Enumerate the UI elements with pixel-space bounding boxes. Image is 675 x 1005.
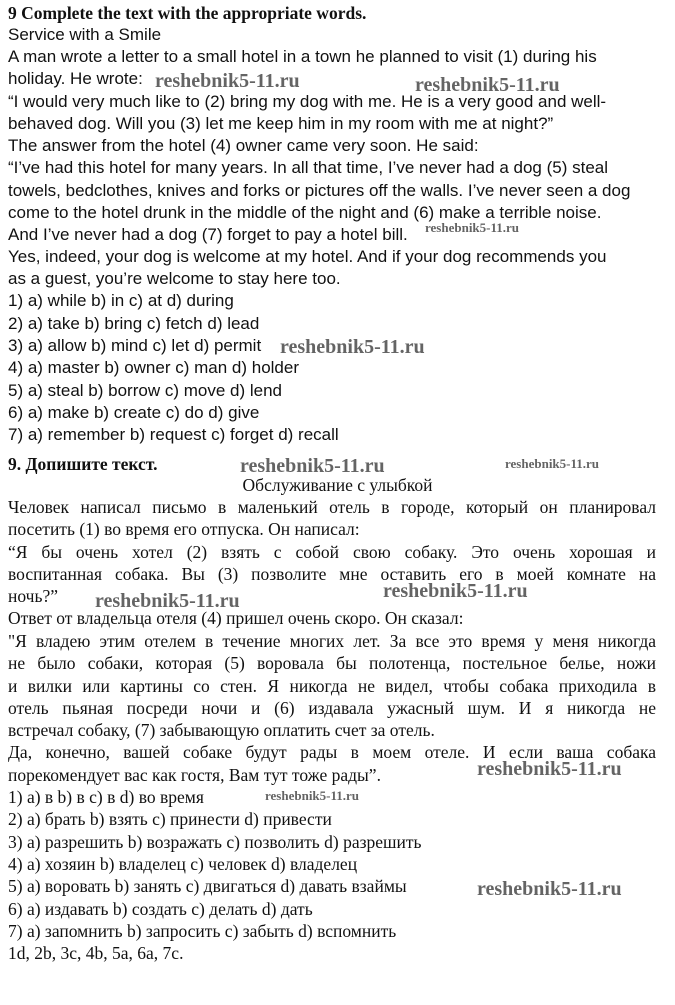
- english-line: “I’ve had this hotel for many years. In all that time, I’ve never had a dog (5) steal: [8, 158, 609, 177]
- watermark: reshebnik5-11.ru: [477, 878, 622, 900]
- english-line: towels, bedclothes, knives and forks or pictures off the walls. I’ve never seen a dog: [8, 181, 631, 200]
- english-line: Yes, indeed, your dog is welcome at my hotel. And if your dog recommends you: [8, 247, 607, 266]
- english-line: holiday. He wrote:: [8, 69, 143, 88]
- english-option: 6) a) make b) create c) do d) give: [8, 403, 260, 422]
- english-option: 3) a) allow b) mind c) let d) permit: [8, 336, 262, 355]
- russian-option: 4) a) хозяин b) владелец c) человек d) владелец: [8, 854, 358, 874]
- watermark: reshebnik5-11.ru: [95, 590, 240, 612]
- russian-option: 5) a) воровать b) занять c) двигаться d) давать взаймы: [8, 876, 407, 896]
- english-option: 5) a) steal b) borrow c) move d) lend: [8, 381, 282, 400]
- watermark: reshebnik5-11.ru: [477, 758, 622, 780]
- english-option: 1) a) while b) in c) at d) during: [8, 291, 234, 310]
- english-title: Service with a Smile: [8, 25, 162, 44]
- english-line: And I’ve never had a dog (7) forget to pay a hotel bill.: [8, 225, 408, 244]
- watermark: reshebnik5-11.ru: [415, 74, 560, 96]
- russian-option: 3) a) разрешить b) возражать c) позволить d) разрешить: [8, 832, 422, 852]
- russian-line: ночь?”: [8, 586, 58, 606]
- english-line: “I would very much like to (2) bring my dog with me. He is a very good and well-: [8, 92, 607, 111]
- russian-line: “Я бы очень хотел (2) взять с собой свою собаку. Это очень хорошая и: [8, 542, 656, 562]
- russian-line: воспитанная собака. Вы (3) позволите мне оставить его в моей комнате на: [8, 564, 656, 584]
- russian-line: и вилки или картины со стен. Я никогда не видел, чтобы собака приходила в: [8, 676, 656, 696]
- russian-option: 1) a) в b) в c) в d) во время: [8, 787, 204, 807]
- russian-line: "Я владею этим отелем в течение многих лет. За все это время у меня никогда: [8, 631, 656, 651]
- watermark: reshebnik5-11.ru: [265, 788, 360, 803]
- english-line: as a guest, you’re welcome to stay here too.: [8, 269, 341, 288]
- english-option: 4) a) master b) owner c) man d) holder: [8, 358, 299, 377]
- russian-heading: 9. Допишите текст.: [8, 454, 158, 474]
- english-option: 2) a) take b) bring c) fetch d) lead: [8, 314, 260, 333]
- english-line: come to the hotel drunk in the middle of the night and (6) make a terrible noise.: [8, 203, 602, 222]
- russian-line: Да, конечно, вашей собаке будут рады в моем отеле. И если ваша собака: [8, 742, 656, 762]
- watermark: reshebnik5-11.ru: [240, 455, 385, 477]
- russian-line: не было собаки, которая (5) воровала бы полотенца, постельное белье, ножи: [8, 653, 656, 673]
- english-heading: 9 Complete the text with the appropriate words.: [8, 3, 367, 23]
- russian-line: встречал собаку, (7) забывающую оплатить счет за отель.: [8, 720, 435, 740]
- english-line: The answer from the hotel (4) owner came very soon. He said:: [8, 136, 479, 155]
- watermark: reshebnik5-11.ru: [280, 336, 425, 358]
- russian-line: Ответ от владельца отеля (4) пришел очень скоро. Он сказал:: [8, 608, 464, 628]
- russian-line: отель пьяная посреди ночи и (6) издавала ужасный шум. И я никогда не: [8, 698, 656, 718]
- answer-key: 1d, 2b, 3c, 4b, 5a, 6a, 7c.: [8, 943, 184, 963]
- russian-option: 2) a) брать b) взять c) принести d) привести: [8, 809, 332, 829]
- russian-option: 7) a) запомнить b) запросить c) забыть d) вспомнить: [8, 921, 397, 941]
- russian-line: посетить (1) во время его отпуска. Он написал:: [8, 519, 360, 539]
- watermark: reshebnik5-11.ru: [383, 580, 528, 602]
- english-line: behaved dog. Will you (3) let me keep him in my room with me at night?”: [8, 114, 554, 133]
- watermark: reshebnik5-11.ru: [425, 220, 520, 235]
- english-option: 7) a) remember b) request c) forget d) recall: [8, 425, 339, 444]
- russian-option: 6) a) издавать b) создать c) делать d) дать: [8, 899, 313, 919]
- watermark: reshebnik5-11.ru: [505, 456, 600, 471]
- watermark: reshebnik5-11.ru: [155, 70, 300, 92]
- russian-line: порекомендует вас как гостя, Вам тут тоже рады”.: [8, 765, 381, 785]
- russian-line: Человек написал письмо в маленький отель в городе, который он планировал: [8, 497, 656, 517]
- english-line: A man wrote a letter to a small hotel in a town he planned to visit (1) during his: [8, 47, 597, 66]
- russian-title: Обслуживание с улыбкой: [242, 475, 433, 495]
